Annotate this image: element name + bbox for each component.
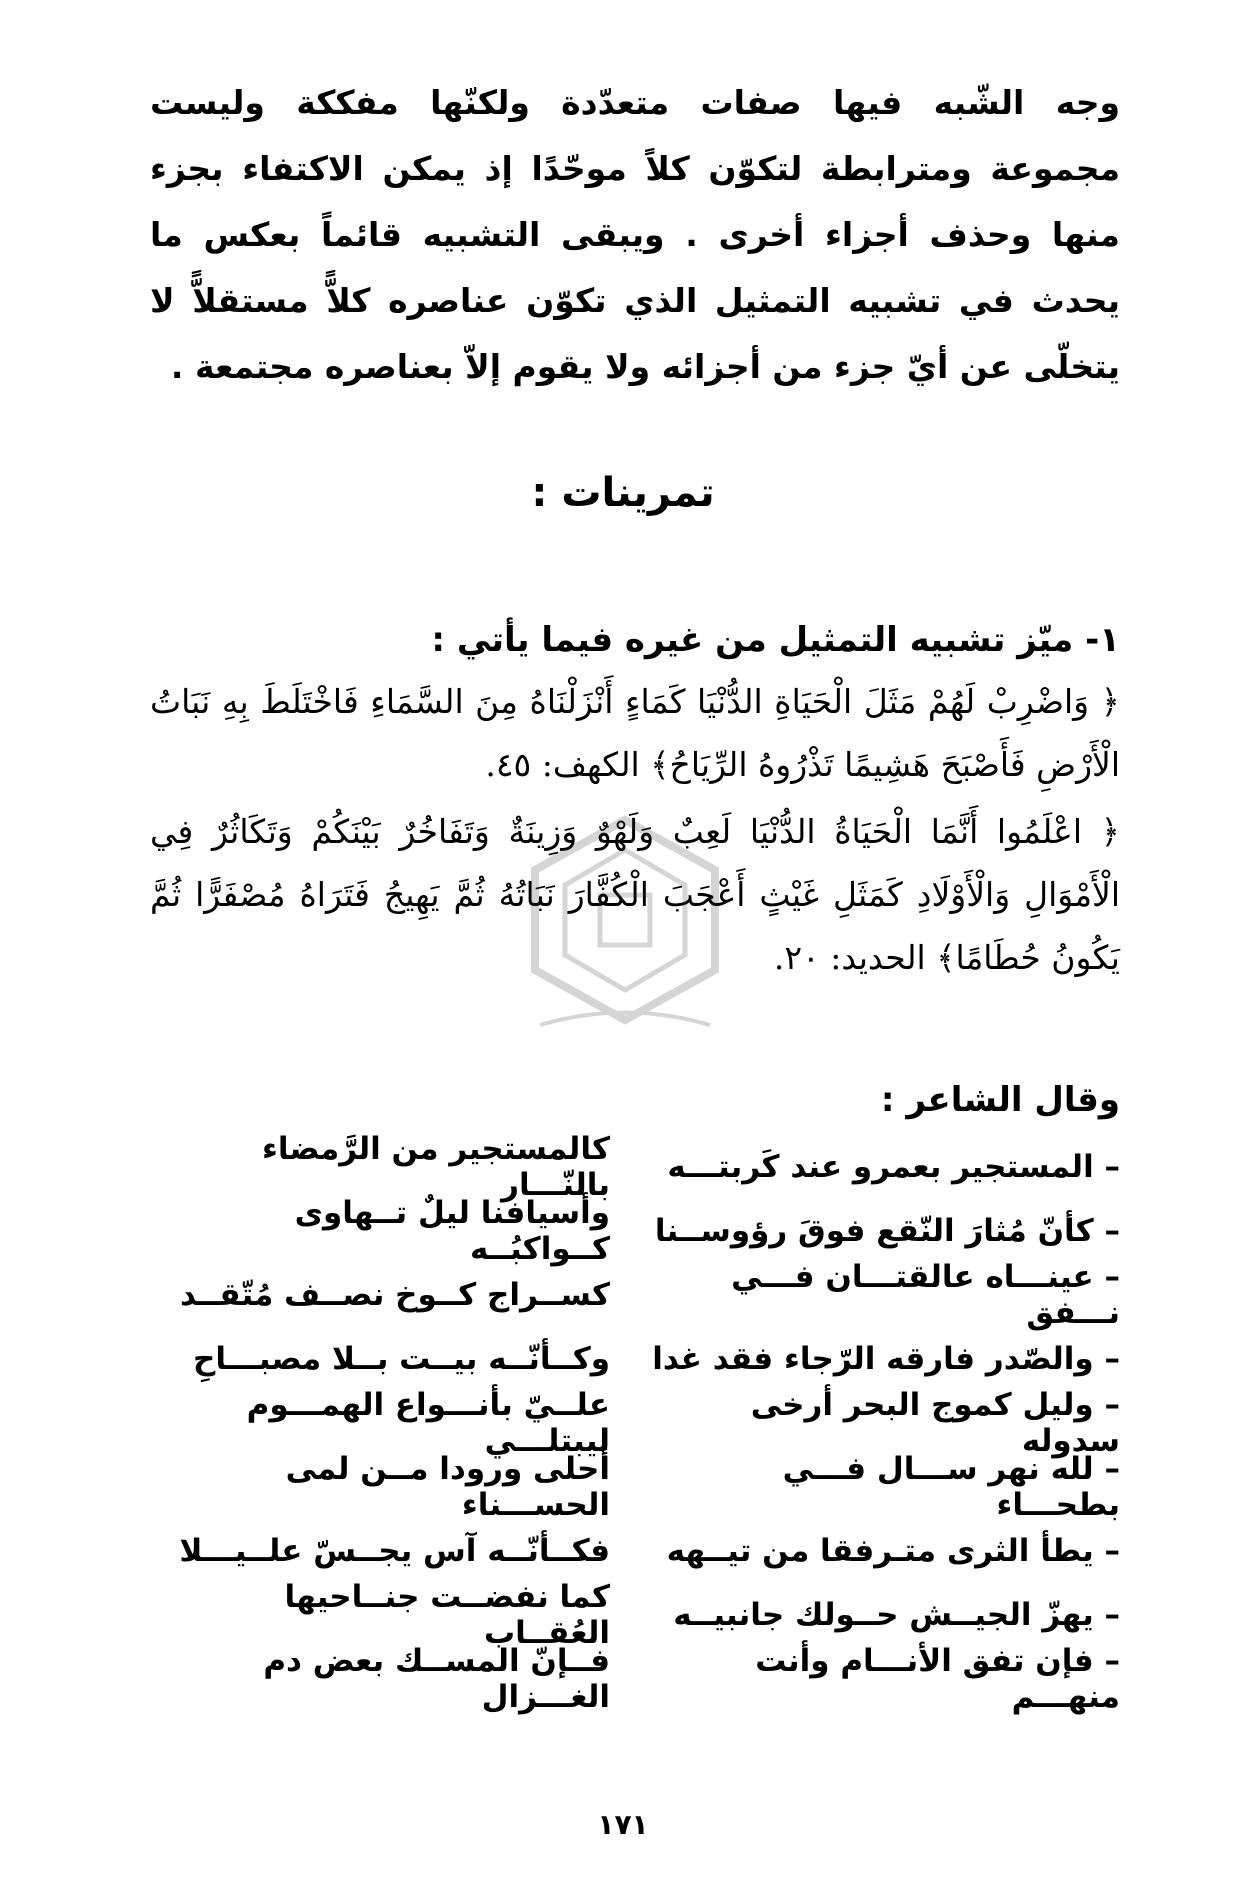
verse-row	[150, 1259, 1120, 1331]
verse-row	[150, 1643, 1120, 1715]
verse-second-hemistich: وكــأنّــه بيــت بــلا مصبـــاحِ	[193, 1341, 610, 1377]
verse-first-hemistich: – لله نهر ســـال فـــي بطحـــاء	[782, 1451, 1120, 1523]
quran-verse-2: ﴿ اعْلَمُوا أَنَّمَا الْحَيَاةُ الدُّنْيَا لَعِبٌ وَلَهْوٌ وَزِينَةٌ وَتَفَاخُرٌ بَيْنَكُمْ وَتَكَاثُرٌ فِي الْأَمْوَالِ وَالْأَوْلَادِ كَمَثَلِ غَيْثٍ أَعْجَبَ الْكُفَّارَ نَبَاتُهُ ثُمَّ يَهِيجُ فَتَرَاهُ مُصْفَرًّا ثُمَّ يَكُونُ حُطَامًا﴾ الحديد: ٢٠.	[150, 812, 1120, 977]
verse-first-hemistich: – فإن تفق الأنـــام وأنت منهـــم	[755, 1643, 1120, 1715]
quran-verse-1: ﴿ وَاضْرِبْ لَهُمْ مَثَلَ الْحَيَاةِ الدُّنْيَا كَمَاءٍ أَنْزَلْنَاهُ مِنَ السَّمَاءِ فَاخْتَلَطَ بِهِ نَبَاتُ الْأَرْضِ فَأَصْبَحَ هَشِيمًا تَذْرُوهُ الرِّيَاحُ﴾ الكهف: ٤٥.	[150, 682, 1120, 784]
verse-second-hemistich: وأسيافنا ليلٌ تــهاوى كــواكبُــه	[294, 1195, 610, 1267]
verse-second-hemistich: فــإنّ المســك بعض دم الغـــزال	[263, 1643, 610, 1715]
verse-first-hemistich: – يطأ الثرى متـرفقا من تيــهه	[666, 1533, 1120, 1569]
verse-row	[150, 1387, 1120, 1459]
verse-first-hemistich: – عينـــاه عالقتـــان فـــي نـــفق	[731, 1259, 1120, 1331]
section-heading: تمرينات :	[531, 470, 715, 516]
verse-second-hemistich: أحلى ورودا مــن لمى الحســـناء	[285, 1451, 610, 1523]
verse-second-hemistich: كســراج كــوخ نصــف مُتّقــد	[180, 1277, 610, 1313]
verse-first-hemistich: – المستجير بعمرو عند كَربتـــه	[667, 1149, 1120, 1185]
verse-row	[150, 1579, 1120, 1651]
verse-first-hemistich: – يهزّ الجيــش حــولك جانبيــه	[673, 1597, 1120, 1633]
verse-first-hemistich: – كأنّ مُثارَ النّقع فوقَ رؤوســنا	[654, 1213, 1120, 1249]
verse-row	[150, 1131, 1120, 1203]
verse-second-hemistich: كالمستجير من الرَّمضاء بالنّـــار	[261, 1131, 610, 1203]
verse-row	[150, 1519, 1120, 1583]
intro-paragraph: وجه الشّبه فيها صفات متعدّدة ولكنّها مفككة وليست مجموعة ومترابطة لتكوّن كلاً موحّدًا إذ يمكن الاكتفاء بجزء منها وحذف أجزاء أخرى . ويبقى التشبيه قائماً بعكس ما يحدث في تشبيه التمثيل الذي تكوّن عناصره كلاًّ مستقلاًّ لا يتخلّى عن أيّ جزء من أجزائه ولا يقوم إلاّ بعناصره مجتمعة .	[150, 83, 1120, 386]
verse-first-hemistich: – والصّدر فارقه الرّجاء فقد غدا	[652, 1341, 1120, 1377]
verse-second-hemistich: كما نفضــت جنــاحيها العُقــاب	[284, 1579, 610, 1651]
verse-row	[150, 1451, 1120, 1523]
verse-row	[150, 1327, 1120, 1391]
poet-label: وقال الشاعر :	[880, 1080, 1120, 1120]
verse-first-hemistich: – وليل كموج البحر أرخى سدوله	[750, 1387, 1120, 1459]
verse-row	[150, 1195, 1120, 1267]
verse-second-hemistich: فكــأنّــه آس يجــسّ علــيـــلا	[179, 1533, 610, 1569]
exercise-title: ١- ميّز تشبيه التمثيل من غيره فيما يأتي :	[431, 620, 1120, 660]
verse-second-hemistich: علــيّ بأنـــواع الهمـــوم ليبتلـــي	[246, 1387, 610, 1459]
seal-watermark-icon	[520, 810, 730, 1040]
page-number: ١٧١	[597, 1808, 649, 1841]
poetry-verses	[150, 1131, 1120, 1715]
